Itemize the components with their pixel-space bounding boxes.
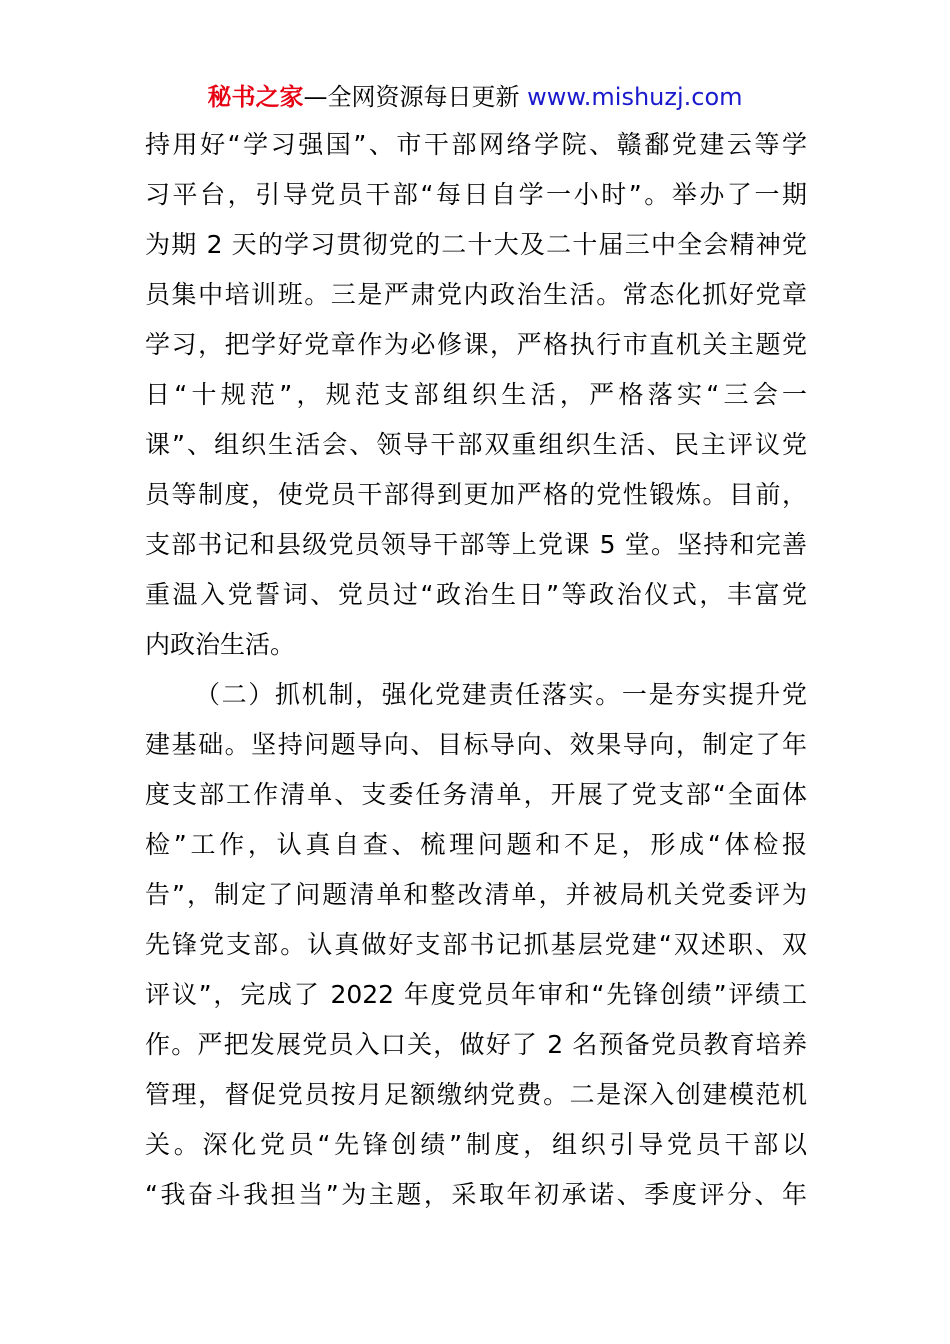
text-line: 内政治生活。 [145,630,296,659]
site-url-link[interactable]: www.mishuzj.com [527,83,743,111]
text-line: 关。深化党员“先锋创绩”制度，组织引导党员干部以 [145,1130,807,1159]
site-header [0,80,950,114]
text-line: 建基础。坚持问题导向、目标导向、效果导向，制定了年 [145,730,807,759]
text-line: （二）抓机制，强化党建责任落实。一是夯实提升党 [195,680,807,709]
text-line: 支部书记和县级党员领导干部等上党课 5 堂。坚持和完善 [145,530,807,559]
text-line: “我奋斗我担当”为主题，采取年初承诺、季度评分、年 [145,1180,807,1209]
text-line: 度支部工作清单、支委任务清单，开展了党支部“全面体 [145,780,807,809]
brand-name: 秘书之家 [207,83,304,111]
text-line: 作。严把发展党员入口关，做好了 2 名预备党员教育培养 [145,1030,807,1059]
text-line: 员集中培训班。三是严肃党内政治生活。常态化抓好党章 [145,280,807,309]
paragraph [145,120,807,670]
text-line: 评议”，完成了 2022 年度党员年审和“先锋创绩”评绩工 [145,980,807,1009]
header-tagline: —全网资源每日更新 [303,83,520,111]
document-body [145,120,807,1220]
text-line: 员等制度，使党员干部得到更加严格的党性锻炼。目前， [145,480,807,509]
text-line: 先锋党支部。认真做好支部书记抓基层党建“双述职、双 [145,930,807,959]
text-line: 课”、组织生活会、领导干部双重组织生活、民主评议党 [145,430,807,459]
text-line: 重温入党誓词、党员过“政治生日”等政治仪式，丰富党 [145,580,807,609]
text-line: 为期 2 天的学习贯彻党的二十大及二十届三中全会精神党 [145,230,807,259]
text-line: 检”工作，认真自查、梳理问题和不足，形成“体检报 [145,830,807,859]
paragraph [145,670,807,1220]
text-line: 持用好“学习强国”、市干部网络学院、赣鄱党建云等学 [145,130,807,159]
text-line: 习平台，引导党员干部“每日自学一小时”。举办了一期 [145,180,807,209]
text-line: 管理，督促党员按月足额缴纳党费。二是深入创建模范机 [145,1080,807,1109]
text-line: 日“十规范”，规范支部组织生活，严格落实“三会一 [145,380,807,409]
text-line: 告”，制定了问题清单和整改清单，并被局机关党委评为 [145,880,807,909]
text-line: 学习，把学好党章作为必修课，严格执行市直机关主题党 [145,330,807,359]
